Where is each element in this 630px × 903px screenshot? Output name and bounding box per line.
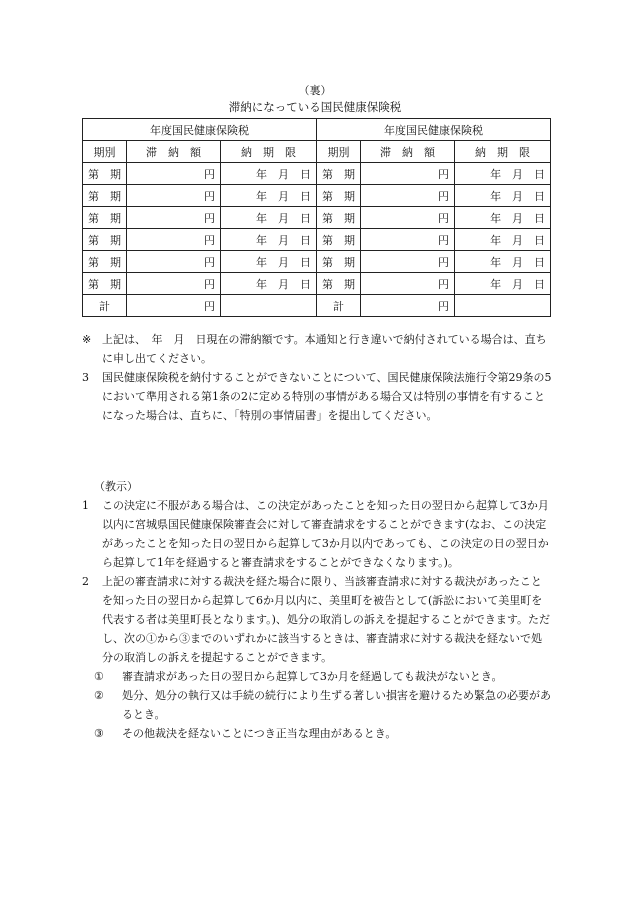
instruction-heading: （教示）: [94, 480, 138, 493]
amount-cell: 円: [361, 163, 455, 185]
total-label: 計: [83, 295, 127, 317]
col-amount: 滞 納 額: [361, 141, 455, 163]
document-title: 滞納になっている国民健康保険税: [228, 100, 402, 114]
amount-cell: 円: [361, 251, 455, 273]
instruction-item-2: [82, 572, 552, 667]
period-cell: 第 期: [317, 185, 361, 207]
table-row: [83, 251, 551, 273]
period-cell: 第 期: [83, 273, 127, 295]
col-deadline: 納 期 限: [221, 141, 317, 163]
deadline-cell: 年 月 日: [221, 163, 317, 185]
asterisk-note: [82, 330, 552, 368]
table-row: [83, 185, 551, 207]
total-blank-cell: [455, 295, 551, 317]
deadline-cell: 年 月 日: [221, 229, 317, 251]
instruction-item-1: [82, 496, 552, 572]
table-total-row: [83, 295, 551, 317]
item-text: 上記の審査請求に対する裁決を経た場合に限り、当該審査請求に対する裁決があったことを知った日の翌日から起算して6か月以内に、美里町を被告として(訴訟において美里町を代表する者は美里町長となります。)、処分の取消しの訴えを提起することができます。ただし、次の①から③までのいずれかに該当するときは、審査請求に対する裁決を経ないで処分の取消しの訴えを提起することができます。: [102, 575, 551, 664]
deadline-cell: 年 月 日: [455, 207, 551, 229]
amount-cell: 円: [127, 251, 221, 273]
amount-cell: 円: [361, 229, 455, 251]
table-header-row: [83, 119, 551, 141]
amount-cell: 円: [127, 207, 221, 229]
period-cell: 第 期: [83, 251, 127, 273]
deadline-cell: 年 月 日: [455, 229, 551, 251]
deadline-cell: 年 月 日: [455, 185, 551, 207]
table-column-row: [83, 141, 551, 163]
table-row: [83, 163, 551, 185]
item-number: 3: [82, 371, 89, 384]
table-row: [83, 229, 551, 251]
note-item-3: [82, 368, 552, 425]
asterisk-mark: ※: [82, 333, 92, 346]
instruction-subitem-1: [82, 667, 552, 686]
reverse-side-label: （裏）: [298, 84, 332, 97]
group-header-left: 年度国民健康保険税: [83, 119, 317, 141]
period-cell: 第 期: [83, 207, 127, 229]
amount-cell: 円: [127, 229, 221, 251]
deadline-cell: 年 月 日: [455, 251, 551, 273]
asterisk-text: 上記は、 年 月 日現在の滞納額です。本通知と行き違いで納付されている場合は、直ちに申し出てください。: [102, 333, 547, 365]
notes-section: [82, 330, 552, 425]
period-cell: 第 期: [317, 251, 361, 273]
instruction-section: [82, 477, 552, 743]
col-period: 期別: [317, 141, 361, 163]
amount-cell: 円: [127, 163, 221, 185]
subitem-text: 処分、処分の執行又は手続の続行により生ずる著しい損害を避けるため緊急の必要があるとき。: [122, 689, 551, 721]
amount-cell: 円: [361, 185, 455, 207]
amount-cell: 円: [127, 185, 221, 207]
period-cell: 第 期: [317, 273, 361, 295]
deadline-cell: 年 月 日: [221, 273, 317, 295]
deadline-cell: 年 月 日: [221, 185, 317, 207]
period-cell: 第 期: [317, 229, 361, 251]
col-amount: 滞 納 額: [127, 141, 221, 163]
col-deadline: 納 期 限: [455, 141, 551, 163]
amount-cell: 円: [127, 273, 221, 295]
circled-number: ②: [94, 689, 104, 702]
table-row: [83, 273, 551, 295]
arrears-table: [82, 118, 551, 317]
subitem-text: 審査請求があった日の翌日から起算して3か月を経過しても裁決がないとき。: [122, 670, 503, 683]
period-cell: 第 期: [83, 185, 127, 207]
col-period: 期別: [83, 141, 127, 163]
instruction-subitem-3: [82, 724, 552, 743]
circled-number: ①: [94, 670, 104, 683]
group-header-right: 年度国民健康保険税: [317, 119, 551, 141]
total-blank-cell: [221, 295, 317, 317]
total-amount: 円: [127, 295, 221, 317]
period-cell: 第 期: [317, 163, 361, 185]
period-cell: 第 期: [83, 163, 127, 185]
subitem-text: その他裁決を経ないことにつき正当な理由があるとき。: [122, 727, 397, 740]
period-cell: 第 期: [317, 207, 361, 229]
item-text: 国民健康保険税を納付することができないことについて、国民健康保険法施行令第29条の5において準用される第1条の2に定める特別の事情がある場合又は特別の事情を有することになった場合は、直ちに、「特別の事情届書」を提出してください。: [102, 371, 552, 422]
amount-cell: 円: [361, 207, 455, 229]
period-cell: 第 期: [83, 229, 127, 251]
amount-cell: 円: [361, 273, 455, 295]
deadline-cell: 年 月 日: [221, 207, 317, 229]
item-text: この決定に不服がある場合は、この決定があったことを知った日の翌日から起算して3か月以内に宮城県国民健康保険審査会に対して審査請求をすることができます(なお、この決定があったことを知った日の翌日から起算して3か月以内であっても、この決定の日の翌日から起算して1年を経過すると審査請求をすることができなくなります。)。: [102, 499, 549, 569]
total-amount: 円: [361, 295, 455, 317]
item-number: 1: [82, 499, 89, 512]
deadline-cell: 年 月 日: [221, 251, 317, 273]
total-label: 計: [317, 295, 361, 317]
item-number: 2: [82, 575, 89, 588]
instruction-subitem-2: [82, 686, 552, 724]
circled-number: ③: [94, 727, 104, 740]
deadline-cell: 年 月 日: [455, 273, 551, 295]
table-row: [83, 207, 551, 229]
deadline-cell: 年 月 日: [455, 163, 551, 185]
